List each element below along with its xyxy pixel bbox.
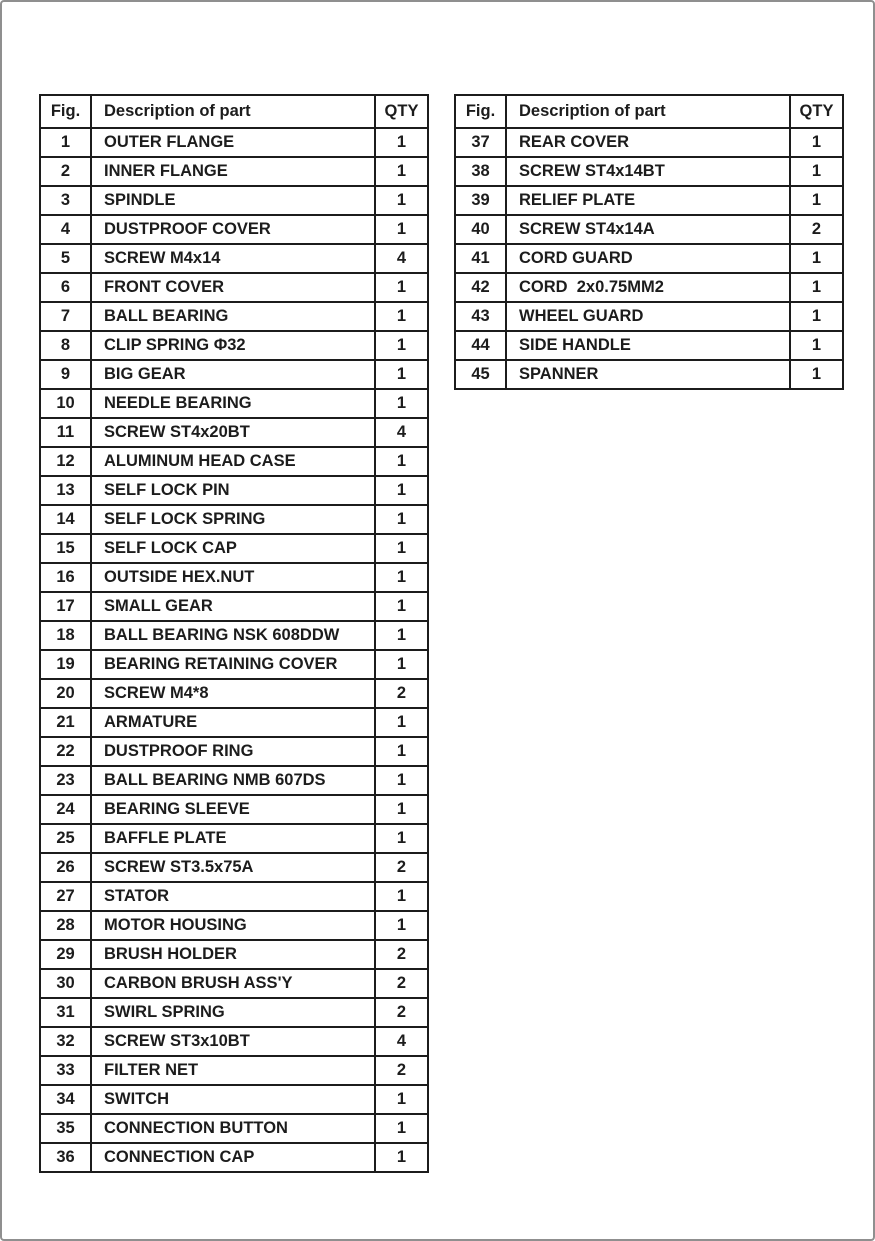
table-row <box>40 1143 428 1172</box>
fig-cell: 13 <box>40 476 91 505</box>
table-row <box>40 737 428 766</box>
qty-cell: 1 <box>375 1114 428 1143</box>
fig-cell: 32 <box>40 1027 91 1056</box>
description-cell: SPINDLE <box>91 186 375 215</box>
fig-cell: 30 <box>40 969 91 998</box>
description-cell: SELF LOCK PIN <box>91 476 375 505</box>
description-cell: BAFFLE PLATE <box>91 824 375 853</box>
description-cell: CONNECTION CAP <box>91 1143 375 1172</box>
description-cell: SWITCH <box>91 1085 375 1114</box>
header-qty: QTY <box>790 95 843 128</box>
table-row <box>40 505 428 534</box>
fig-cell: 41 <box>455 244 506 273</box>
table-header-row <box>40 95 428 128</box>
table-row <box>40 621 428 650</box>
fig-cell: 2 <box>40 157 91 186</box>
fig-cell: 42 <box>455 273 506 302</box>
description-cell: SIDE HANDLE <box>506 331 790 360</box>
table-row <box>40 795 428 824</box>
table-row <box>40 766 428 795</box>
fig-cell: 1 <box>40 128 91 157</box>
fig-cell: 9 <box>40 360 91 389</box>
qty-cell: 2 <box>375 853 428 882</box>
description-cell: SPANNER <box>506 360 790 389</box>
table-body <box>455 128 843 389</box>
qty-cell: 1 <box>790 331 843 360</box>
table-row <box>455 215 843 244</box>
fig-cell: 45 <box>455 360 506 389</box>
description-cell: DUSTPROOF RING <box>91 737 375 766</box>
table-row <box>40 592 428 621</box>
table-row <box>40 940 428 969</box>
qty-cell: 2 <box>375 679 428 708</box>
fig-cell: 20 <box>40 679 91 708</box>
qty-cell: 1 <box>790 157 843 186</box>
description-cell: INNER FLANGE <box>91 157 375 186</box>
qty-cell: 4 <box>375 418 428 447</box>
table-row <box>455 302 843 331</box>
fig-cell: 35 <box>40 1114 91 1143</box>
fig-cell: 40 <box>455 215 506 244</box>
table-row <box>40 882 428 911</box>
table-row <box>40 1027 428 1056</box>
description-cell: OUTER FLANGE <box>91 128 375 157</box>
table-row <box>40 1085 428 1114</box>
description-cell: FRONT COVER <box>91 273 375 302</box>
fig-cell: 18 <box>40 621 91 650</box>
table-row <box>40 215 428 244</box>
table-row <box>455 244 843 273</box>
description-cell: NEEDLE BEARING <box>91 389 375 418</box>
fig-cell: 39 <box>455 186 506 215</box>
table-row <box>455 157 843 186</box>
description-cell: MOTOR HOUSING <box>91 911 375 940</box>
qty-cell: 1 <box>375 157 428 186</box>
description-cell: DUSTPROOF COVER <box>91 215 375 244</box>
qty-cell: 1 <box>375 447 428 476</box>
fig-cell: 11 <box>40 418 91 447</box>
qty-cell: 1 <box>375 302 428 331</box>
table-row <box>455 273 843 302</box>
description-cell: SWIRL SPRING <box>91 998 375 1027</box>
description-cell: BALL BEARING NSK 608DDW <box>91 621 375 650</box>
parts-table-right <box>454 94 844 390</box>
table-row <box>40 824 428 853</box>
qty-cell: 1 <box>375 708 428 737</box>
parts-table-left <box>39 94 429 1173</box>
fig-cell: 24 <box>40 795 91 824</box>
qty-cell: 1 <box>375 911 428 940</box>
fig-cell: 36 <box>40 1143 91 1172</box>
qty-cell: 1 <box>790 273 843 302</box>
fig-cell: 6 <box>40 273 91 302</box>
description-cell: STATOR <box>91 882 375 911</box>
table-row <box>40 563 428 592</box>
description-cell: SELF LOCK SPRING <box>91 505 375 534</box>
fig-cell: 19 <box>40 650 91 679</box>
qty-cell: 1 <box>375 766 428 795</box>
description-cell: BALL BEARING NMB 607DS <box>91 766 375 795</box>
qty-cell: 1 <box>375 476 428 505</box>
description-cell: BALL BEARING <box>91 302 375 331</box>
qty-cell: 4 <box>375 1027 428 1056</box>
table-row <box>455 331 843 360</box>
description-cell: ALUMINUM HEAD CASE <box>91 447 375 476</box>
qty-cell: 1 <box>790 128 843 157</box>
fig-cell: 33 <box>40 1056 91 1085</box>
qty-cell: 1 <box>375 824 428 853</box>
header-description: Description of part <box>506 95 790 128</box>
table-row <box>40 998 428 1027</box>
fig-cell: 26 <box>40 853 91 882</box>
fig-cell: 25 <box>40 824 91 853</box>
table-row <box>455 360 843 389</box>
qty-cell: 1 <box>375 882 428 911</box>
fig-cell: 37 <box>455 128 506 157</box>
fig-cell: 5 <box>40 244 91 273</box>
table-row <box>40 679 428 708</box>
table-row <box>40 273 428 302</box>
fig-cell: 14 <box>40 505 91 534</box>
fig-cell: 27 <box>40 882 91 911</box>
qty-cell: 2 <box>375 1056 428 1085</box>
qty-cell: 2 <box>375 998 428 1027</box>
table-row <box>40 911 428 940</box>
description-cell: REAR COVER <box>506 128 790 157</box>
description-cell: BEARING SLEEVE <box>91 795 375 824</box>
fig-cell: 28 <box>40 911 91 940</box>
qty-cell: 1 <box>375 273 428 302</box>
fig-cell: 23 <box>40 766 91 795</box>
description-cell: SCREW M4x14 <box>91 244 375 273</box>
description-cell: SCREW ST3x10BT <box>91 1027 375 1056</box>
qty-cell: 1 <box>790 186 843 215</box>
table-row <box>40 1056 428 1085</box>
table-row <box>40 853 428 882</box>
description-cell: SCREW ST4x20BT <box>91 418 375 447</box>
header-description: Description of part <box>91 95 375 128</box>
qty-cell: 1 <box>375 795 428 824</box>
description-cell: ARMATURE <box>91 708 375 737</box>
description-cell: SMALL GEAR <box>91 592 375 621</box>
fig-cell: 31 <box>40 998 91 1027</box>
description-cell: CLIP SPRING Φ32 <box>91 331 375 360</box>
table-row <box>40 534 428 563</box>
description-cell: WHEEL GUARD <box>506 302 790 331</box>
qty-cell: 1 <box>375 534 428 563</box>
fig-cell: 43 <box>455 302 506 331</box>
fig-cell: 10 <box>40 389 91 418</box>
fig-cell: 34 <box>40 1085 91 1114</box>
fig-cell: 21 <box>40 708 91 737</box>
fig-cell: 29 <box>40 940 91 969</box>
table-row <box>40 157 428 186</box>
fig-cell: 4 <box>40 215 91 244</box>
qty-cell: 1 <box>375 737 428 766</box>
description-cell: SCREW ST4x14BT <box>506 157 790 186</box>
table-row <box>40 186 428 215</box>
fig-cell: 44 <box>455 331 506 360</box>
description-cell: SCREW ST3.5x75A <box>91 853 375 882</box>
description-cell: FILTER NET <box>91 1056 375 1085</box>
description-cell: BRUSH HOLDER <box>91 940 375 969</box>
description-cell: CARBON BRUSH ASS'Y <box>91 969 375 998</box>
qty-cell: 1 <box>375 389 428 418</box>
header-fig: Fig. <box>455 95 506 128</box>
fig-cell: 8 <box>40 331 91 360</box>
table-row <box>40 476 428 505</box>
qty-cell: 1 <box>375 360 428 389</box>
description-cell: CORD 2x0.75MM2 <box>506 273 790 302</box>
table-row <box>455 186 843 215</box>
fig-cell: 3 <box>40 186 91 215</box>
qty-cell: 2 <box>790 215 843 244</box>
fig-cell: 38 <box>455 157 506 186</box>
header-qty: QTY <box>375 95 428 128</box>
qty-cell: 1 <box>375 128 428 157</box>
description-cell: BIG GEAR <box>91 360 375 389</box>
table-body <box>40 128 428 1172</box>
qty-cell: 1 <box>790 302 843 331</box>
table-header-row <box>455 95 843 128</box>
table-row <box>40 447 428 476</box>
qty-cell: 4 <box>375 244 428 273</box>
qty-cell: 2 <box>375 940 428 969</box>
table-row <box>455 128 843 157</box>
fig-cell: 7 <box>40 302 91 331</box>
table-row <box>40 1114 428 1143</box>
table-row <box>40 244 428 273</box>
fig-cell: 22 <box>40 737 91 766</box>
header-fig: Fig. <box>40 95 91 128</box>
table-row <box>40 969 428 998</box>
description-cell: RELIEF PLATE <box>506 186 790 215</box>
qty-cell: 1 <box>790 360 843 389</box>
fig-cell: 12 <box>40 447 91 476</box>
table-row <box>40 389 428 418</box>
qty-cell: 1 <box>375 331 428 360</box>
table-row <box>40 331 428 360</box>
table-row <box>40 418 428 447</box>
qty-cell: 1 <box>375 1143 428 1172</box>
description-cell: SELF LOCK CAP <box>91 534 375 563</box>
description-cell: CORD GUARD <box>506 244 790 273</box>
fig-cell: 17 <box>40 592 91 621</box>
table-row <box>40 650 428 679</box>
qty-cell: 2 <box>375 969 428 998</box>
table-row <box>40 302 428 331</box>
fig-cell: 15 <box>40 534 91 563</box>
qty-cell: 1 <box>375 505 428 534</box>
qty-cell: 1 <box>375 563 428 592</box>
description-cell: CONNECTION BUTTON <box>91 1114 375 1143</box>
description-cell: SCREW M4*8 <box>91 679 375 708</box>
description-cell: BEARING RETAINING COVER <box>91 650 375 679</box>
table-row <box>40 360 428 389</box>
description-cell: SCREW ST4x14A <box>506 215 790 244</box>
qty-cell: 1 <box>375 592 428 621</box>
table-row <box>40 708 428 737</box>
qty-cell: 1 <box>790 244 843 273</box>
table-row <box>40 128 428 157</box>
qty-cell: 1 <box>375 1085 428 1114</box>
qty-cell: 1 <box>375 621 428 650</box>
description-cell: OUTSIDE HEX.NUT <box>91 563 375 592</box>
qty-cell: 1 <box>375 186 428 215</box>
qty-cell: 1 <box>375 215 428 244</box>
fig-cell: 16 <box>40 563 91 592</box>
qty-cell: 1 <box>375 650 428 679</box>
